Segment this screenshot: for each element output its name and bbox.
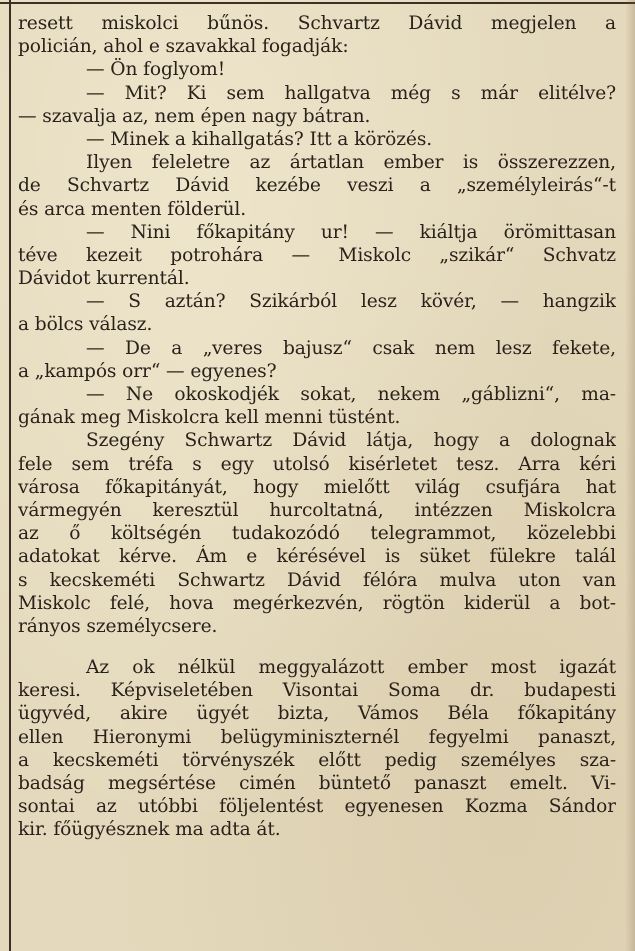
article-line: policián, ahol e szavakkal fogadják: — [18, 36, 349, 58]
article-line: Az ok nélkül meggyalázott ember most igazát — [86, 657, 616, 679]
article-line: Dávidot kurrentál. — [18, 268, 190, 290]
article-line: vármegyén keresztül hurcoltatná, intézzen Miskolcra — [18, 499, 616, 521]
article-line: — Nini főkapitány ur! — kiáltja örömittasan — [86, 221, 616, 243]
article-line: Miskolc felé, hova megérkezvén, rögtön kiderül a bot- — [18, 592, 616, 614]
article-line: — De a „veres bajusz“ csak nem lesz fekete, — [86, 337, 616, 359]
article-line: — Minek a kihallgatás? Itt a körözés. — [86, 128, 433, 150]
article-line: Ilyen feleletre az ártatlan ember is összerezzen, — [86, 152, 616, 174]
article-line: a „kampós orr“ — egyenes? — [18, 360, 277, 382]
article-line: — S aztán? Szikárból lesz kövér, — hangzik — [86, 291, 616, 313]
article-line: — Ne okoskodjék sokat, nekem „gáblizni“, ma- — [86, 384, 616, 405]
article-line: ellen Hieronymi belügyminiszternél fegyelmi panaszt, — [18, 726, 616, 748]
article-line: sontai az utóbbi följelentést egyenesen Kozma Sándor — [18, 796, 616, 818]
article-line: — szavalja az, nem épen nagy bátran. — [18, 105, 371, 127]
article-line: — Ön foglyom! — [86, 59, 226, 81]
article-line: kir. főügyésznek ma adta át. — [18, 819, 281, 841]
article-line: badság megsértése cimén büntető panaszt emelt. Vi- — [18, 773, 616, 794]
adjacent-column-bleed — [625, 0, 635, 951]
article-line: — Mit? Ki sem hallgatva még s már elitélve? — [86, 82, 616, 104]
article-line: de Schvartz Dávid kezébe veszi a „személyleirás“-t — [18, 175, 616, 197]
article-line: fele sem tréfa s egy utolsó kisérletet tesz. Arra kéri — [18, 453, 616, 475]
article-line: téve kezeit potrohára — Miskolc „szikár“ Schvatz — [18, 244, 616, 266]
article-line: városa főkapitányát, hogy mielőtt világ csufjára hat — [18, 476, 616, 498]
article-line: gának meg Miskolcra kell menni tüstént. — [18, 407, 401, 429]
paragraph-gap — [18, 638, 616, 656]
article-line: ügyvéd, akire ügyét bizta, Vámos Béla főkapitány — [18, 703, 616, 725]
article-line: a bölcs válasz. — [18, 314, 153, 336]
article-line: és arca menten földerül. — [18, 198, 247, 220]
article-body — [18, 12, 616, 842]
article-line: s kecskeméti Schwartz Dávid félóra mulva uton van — [18, 569, 616, 591]
article-line: Szegény Schwartz Dávid látja, hogy a dolognak — [86, 430, 616, 452]
article-line: az ő költségén tudakozódó telegrammot, közelebbi — [18, 523, 616, 545]
column-rule — [9, 0, 11, 951]
article-line: rányos személycsere. — [18, 615, 218, 637]
article-line: keresi. Képviseletében Visontai Soma dr. budapesti — [18, 680, 616, 702]
top-rule — [0, 2, 635, 4]
article-line: adatokat kérve. Ám e kérésével is süket fülekre talál — [18, 546, 616, 568]
article-line: resett miskolci bűnös. Schvartz Dávid megjelen a — [18, 13, 616, 34]
article-line: a kecskeméti törvényszék előtt pedig személyes sza- — [18, 749, 616, 771]
